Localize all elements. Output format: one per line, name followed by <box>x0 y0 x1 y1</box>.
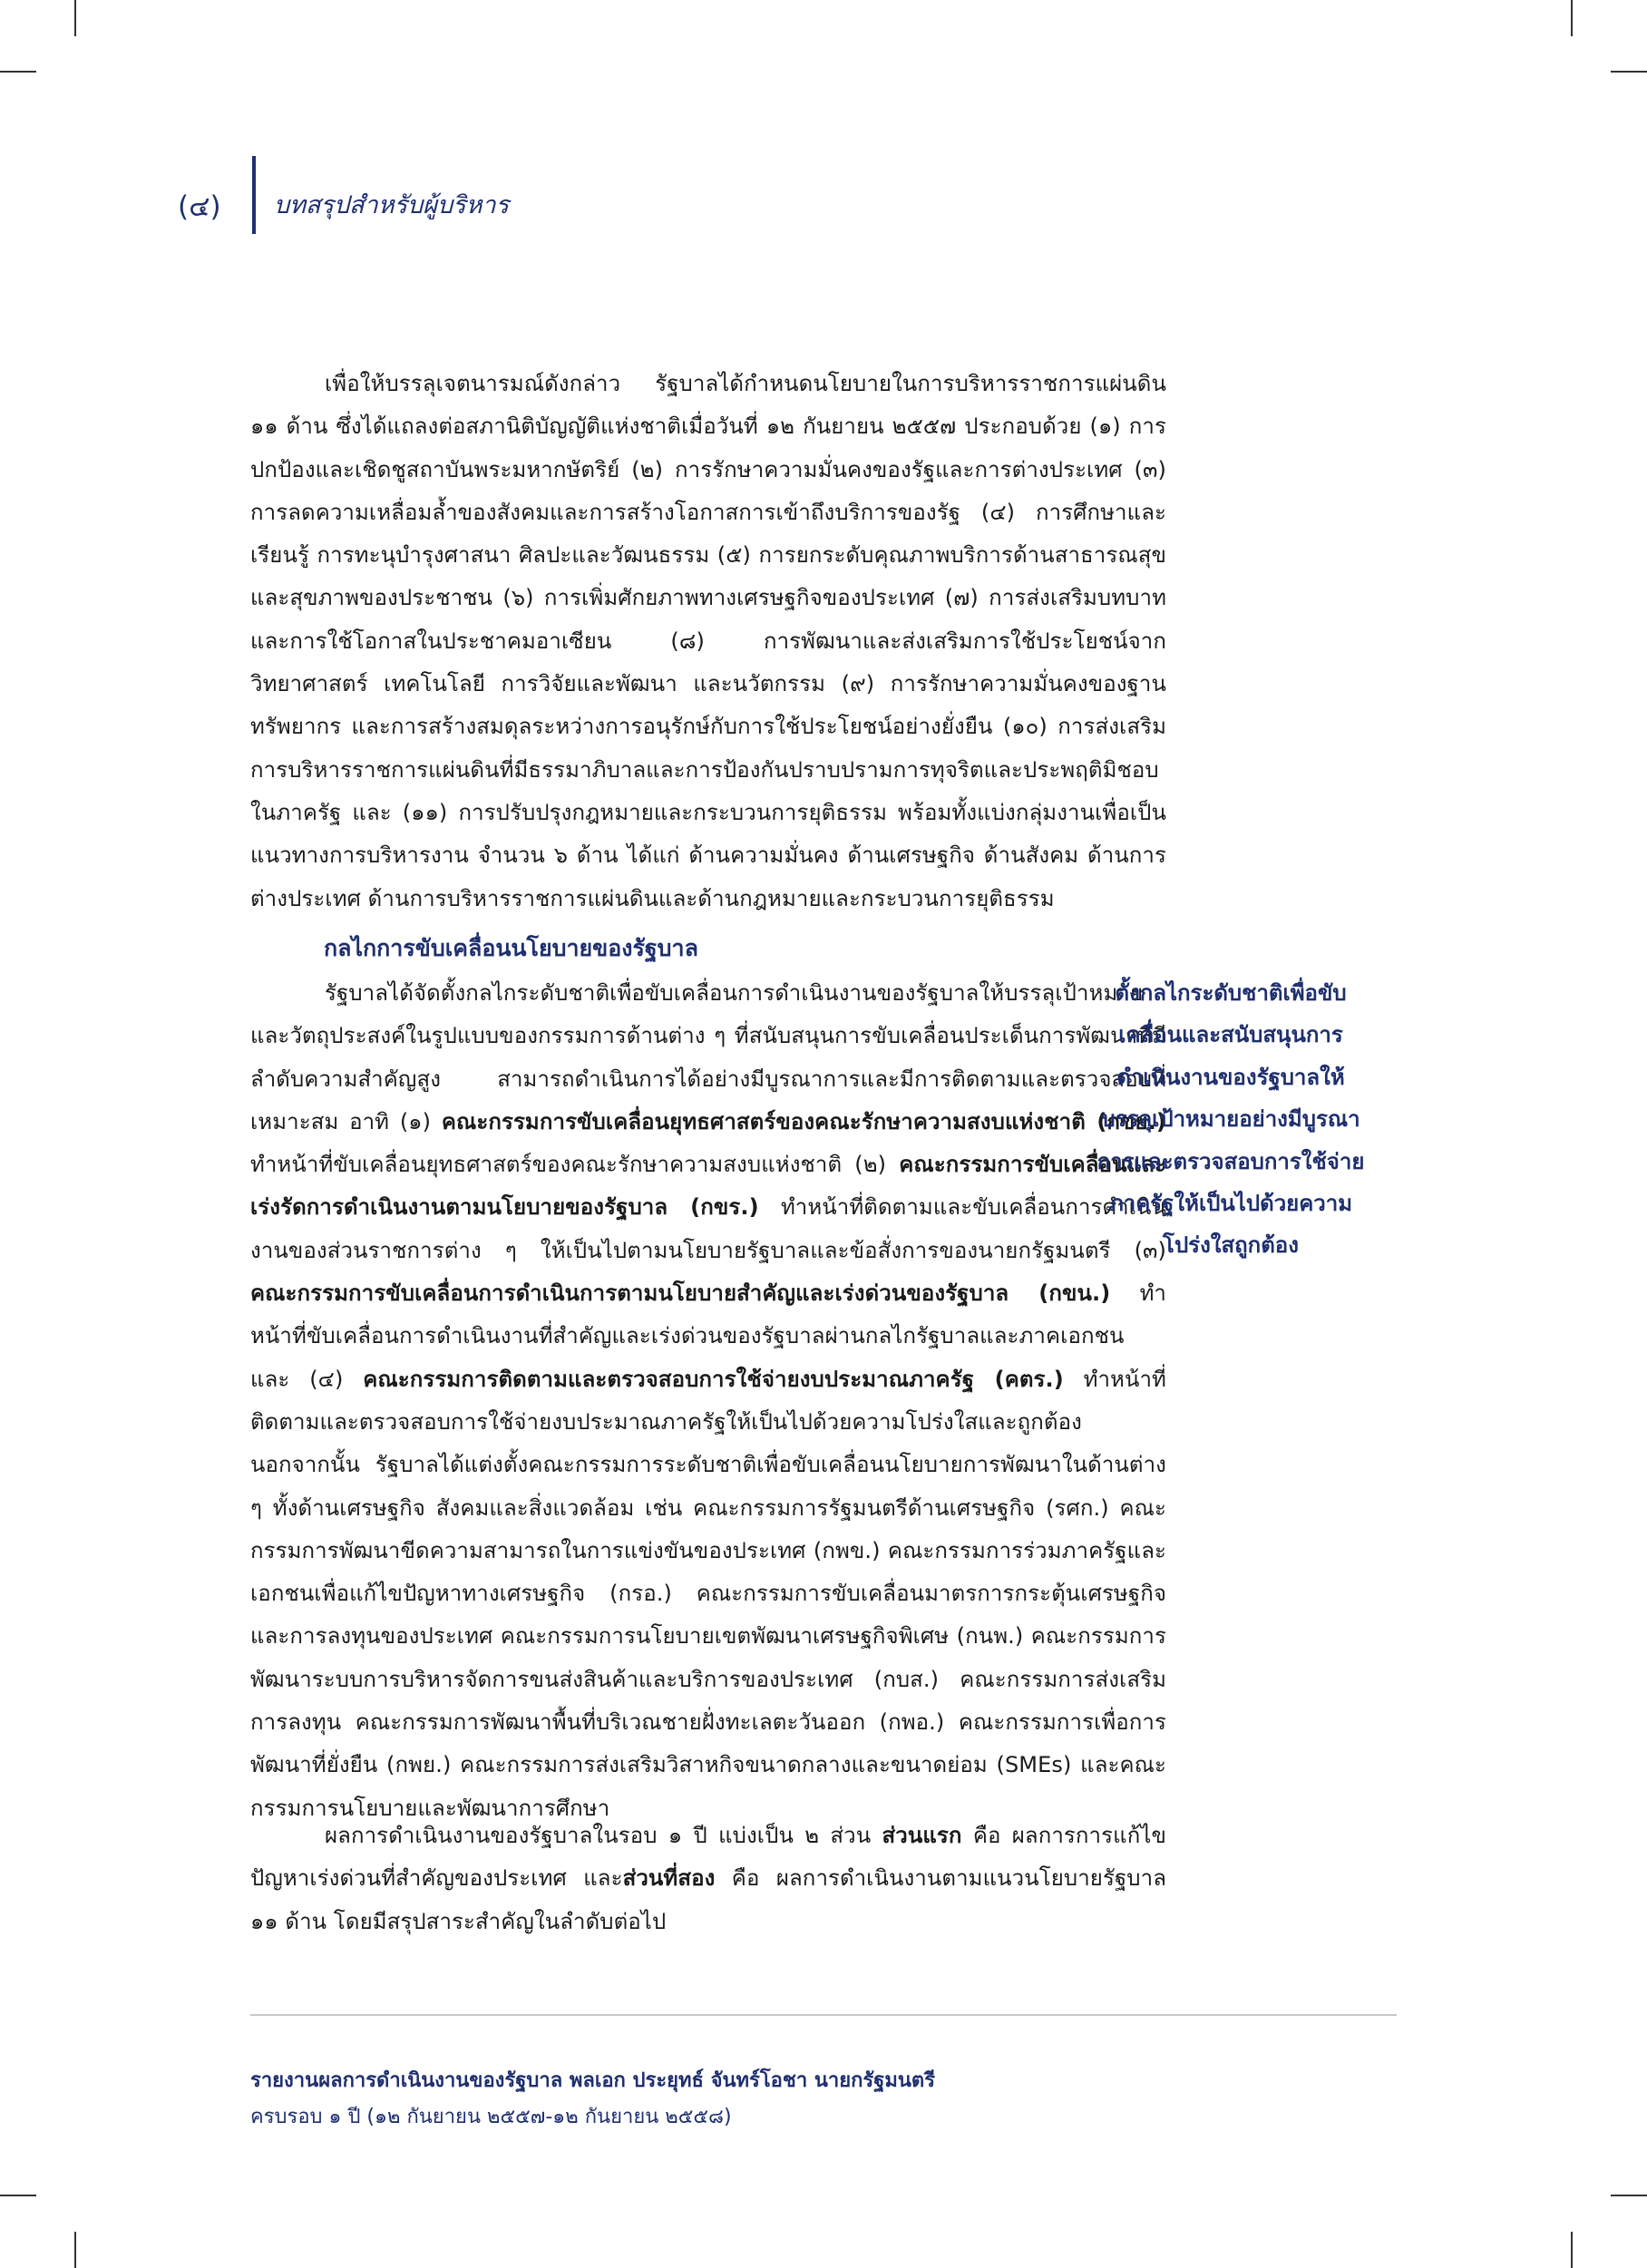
text-run: ผลการดำเนินงานของรัฐบาลในรอบ ๑ ปี แบ่งเป็น ๒ ส่วน <box>325 1823 882 1848</box>
sidebar-pull-quote: ตั้งกลไกระดับชาติเพื่อขับเคลื่อนและสนับสนุนการดำเนินงานของรัฐบาลให้บรรลุเป้าหมายอย่างมีบูรณาการและตรวจสอบการใช้จ่ายภาครัฐให้เป็นไปด้วยความโปร่งใสถูกต้อง <box>1096 980 1365 1259</box>
footer-report-title: รายงานผลการดำเนินงานของรัฐบาล พลเอก ประยุทธ์ จันทร์โอชา นายกรัฐมนตรี <box>250 2069 936 2092</box>
crop-mark-top-right-h <box>1611 71 1647 73</box>
committee-name-gky: คณะกรรมการขับเคลื่อนยุทธศาสตร์ของคณะรักษาความสงบแห่งชาติ (กขย.) <box>441 1108 1167 1134</box>
text-run: ทำหน้าที่ติดตามและขับเคลื่อนการดำเนินงานของส่วนราชการต่าง ๆ ให้เป็นไปตามนโยบายรัฐบาลและข้อสั่งการของนายกรัฐมนตรี (๓) <box>250 1194 1166 1263</box>
paragraph-mechanisms <box>250 972 1166 1830</box>
header-divider <box>252 156 256 234</box>
paragraph-policies: เพื่อให้บรรลุเจตนารมณ์ดังกล่าว รัฐบาลได้กำหนดนโยบายในการบริหารราชการแผ่นดิน ๑๑ ด้าน ซึ่งได้แถลงต่อสภานิติบัญญัติแห่งชาติเมื่อวันที่ ๑๒ กันยายน ๒๕๕๗ ประกอบด้วย (๑) การปกป้องและเชิดชูสถาบันพระมหากษัตริย์ (๒) การรักษาความมั่นคงของรัฐและการต่างประเทศ (๓) การลดความเหลื่อมล้ำของสังคมและการสร้างโอกาสการเข้าถึงบริการของรัฐ (๔) การศึกษาและเรียนรู้ การทะนุบำรุงศาสนา ศิลปะและวัฒนธรรม (๕) การยกระดับคุณภาพบริการด้านสาธารณสุขและสุขภาพของประชาชน (๖) การเพิ่มศักยภาพทางเศรษฐกิจของประเทศ (๗) การส่งเสริมบทบาทและการใช้โอกาสในประชาคมอาเซียน (๘) การพัฒนาและส่งเสริมการใช้ประโยชน์จากวิทยาศาสตร์ เทคโนโลยี การวิจัยและพัฒนา และนวัตกรรม (๙) การรักษาความมั่นคงของฐานทรัพยากร และการสร้างสมดุลระหว่างการอนุรักษ์กับการใช้ประโยชน์อย่างยั่งยืน (๑๐) การส่งเสริมการบริหารราชการแผ่นดินที่มีธรรมาภิบาลและการป้องกันปราบปรามการทุจริตและประพฤติมิชอบในภาครัฐ และ (๑๑) การปรับปรุงกฎหมายและกระบวนการยุติธรรม พร้อมทั้งแบ่งกลุ่มงานเพื่อเป็นแนวทางการบริหารงาน จำนวน ๖ ด้าน ได้แก่ ด้านความมั่นคง ด้านเศรษฐกิจ ด้านสังคม ด้านการต่างประเทศ ด้านการบริหารราชการแผ่นดินและด้านกฎหมายและกระบวนการยุติธรรม <box>250 371 1166 911</box>
emphasis-part-one: ส่วนแรก <box>882 1823 962 1848</box>
section-title: บทสรุปสำหรับผู้บริหาร <box>274 191 510 219</box>
emphasis-part-two: ส่วนที่สอง <box>622 1865 716 1892</box>
crop-mark-bottom-left <box>74 2232 76 2268</box>
text-run: คือ ผลการการแก้ไขปัญหาเร่งด่วนที่สำคัญของประเทศ และ <box>250 1823 1166 1892</box>
committee-name-ktr: คณะกรรมการติดตามและตรวจสอบการใช้จ่ายงบประมาณภาครัฐ (คตร.) <box>363 1366 1064 1392</box>
text-run: ทำหน้าที่ขับเคลื่อนการดำเนินงานที่สำคัญและเร่งด่วนของรัฐบาลผ่านกลไกรัฐบาลและภาคเอกชน และ (๔) <box>250 1280 1166 1392</box>
crop-mark-top-left-h <box>0 71 36 73</box>
crop-mark-top-right <box>1571 0 1573 36</box>
text-run: รัฐบาลได้จัดตั้งกลไกระดับชาติเพื่อขับเคลื่อนการดำเนินงานของรัฐบาลให้บรรลุเป้าหมายและวัตถุประสงค์ในรูปแบบของกรรมการด้านต่าง ๆ ที่สนับสนุนการขับเคลื่อนประเด็นการพัฒนาที่มีลำดับความสำคัญสูง สามารถดำเนินการได้อย่างมีบูรณาการและมีการติดตามและตรวจสอบที่เหมาะสม อาทิ (๑) <box>250 980 1166 1134</box>
text-run: คือ ผลการดำเนินงานตามแนวนโยบายรัฐบาล ๑๑ ด้าน โดยมีสรุปสาระสำคัญในลำดับต่อไป <box>250 1865 1167 1934</box>
crop-mark-bottom-right-h <box>1611 2195 1647 2196</box>
paragraph-results <box>250 1815 1166 1943</box>
crop-mark-top-left <box>74 0 76 36</box>
footer-divider <box>250 2014 1397 2016</box>
text-run: ทำหน้าที่ขับเคลื่อนยุทธศาสตร์ของคณะรักษาความสงบแห่งชาติ (๒) <box>250 1152 900 1178</box>
text-run: ทำหน้าที่ติดตามและตรวจสอบการใช้จ่ายงบประมาณภาครัฐให้เป็นไปด้วยความโปร่งใสและถูกต้อง นอกจากนั้น รัฐบาลได้แต่งตั้งคณะกรรมการระดับชาติเพื่อขับเคลื่อนนโยบายการพัฒนาในด้านต่าง ๆ ทั้งด้านเศรษฐกิจ สังคมและสิ่งแวดล้อม เช่น คณะกรรมการรัฐมนตรีด้านเศรษฐกิจ (รศก.) คณะกรรมการพัฒนาขีดความสามารถในการแข่งขันของประเทศ (กพข.) คณะกรรมการร่วมภาครัฐและเอกชนเพื่อแก้ไขปัญหาทางเศรษฐกิจ (กรอ.) คณะกรรมการขับเคลื่อนมาตรการกระตุ้นเศรษฐกิจและการลงทุนของประเทศ คณะกรรมการนโยบายเขตพัฒนาเศรษฐกิจพิเศษ (กนพ.) คณะกรรมการพัฒนาระบบการบริหารจัดการขนส่งสินค้าและบริการของประเทศ (กบส.) คณะกรรมการส่งเสริมการลงทุน คณะกรรมการพัฒนาพื้นที่บริเวณชายฝั่งทะเลตะวันออก (กพอ.) คณะกรรมการเพื่อการพัฒนาที่ยั่งยืน (กพย.) คณะกรรมการส่งเสริมวิสาหกิจขนาดกลางและขนาดย่อม (SMEs) และคณะกรรมการนโยบายและพัฒนาการศึกษา <box>250 1366 1166 1821</box>
footer-period: ครบรอบ ๑ ปี (๑๒ กันยายน ๒๕๕๗-๑๒ กันยายน ๒๕๕๘) <box>250 2106 732 2128</box>
committee-name-gkr: คณะกรรมการขับเคลื่อนและเร่งรัดการดำเนินงานตามนโยบายของรัฐบาล (กขร.) <box>250 1152 1166 1221</box>
page-number: (๔) <box>178 190 221 223</box>
section-heading: กลไกการขับเคลื่อนนโยบายของรัฐบาล <box>324 935 698 961</box>
crop-mark-bottom-right <box>1571 2232 1573 2268</box>
committee-name-gkn: คณะกรรมการขับเคลื่อนการดำเนินการตามนโยบายสำคัญและเร่งด่วนของรัฐบาล (กขน.) <box>250 1280 1111 1307</box>
crop-mark-bottom-left-h <box>0 2195 36 2196</box>
